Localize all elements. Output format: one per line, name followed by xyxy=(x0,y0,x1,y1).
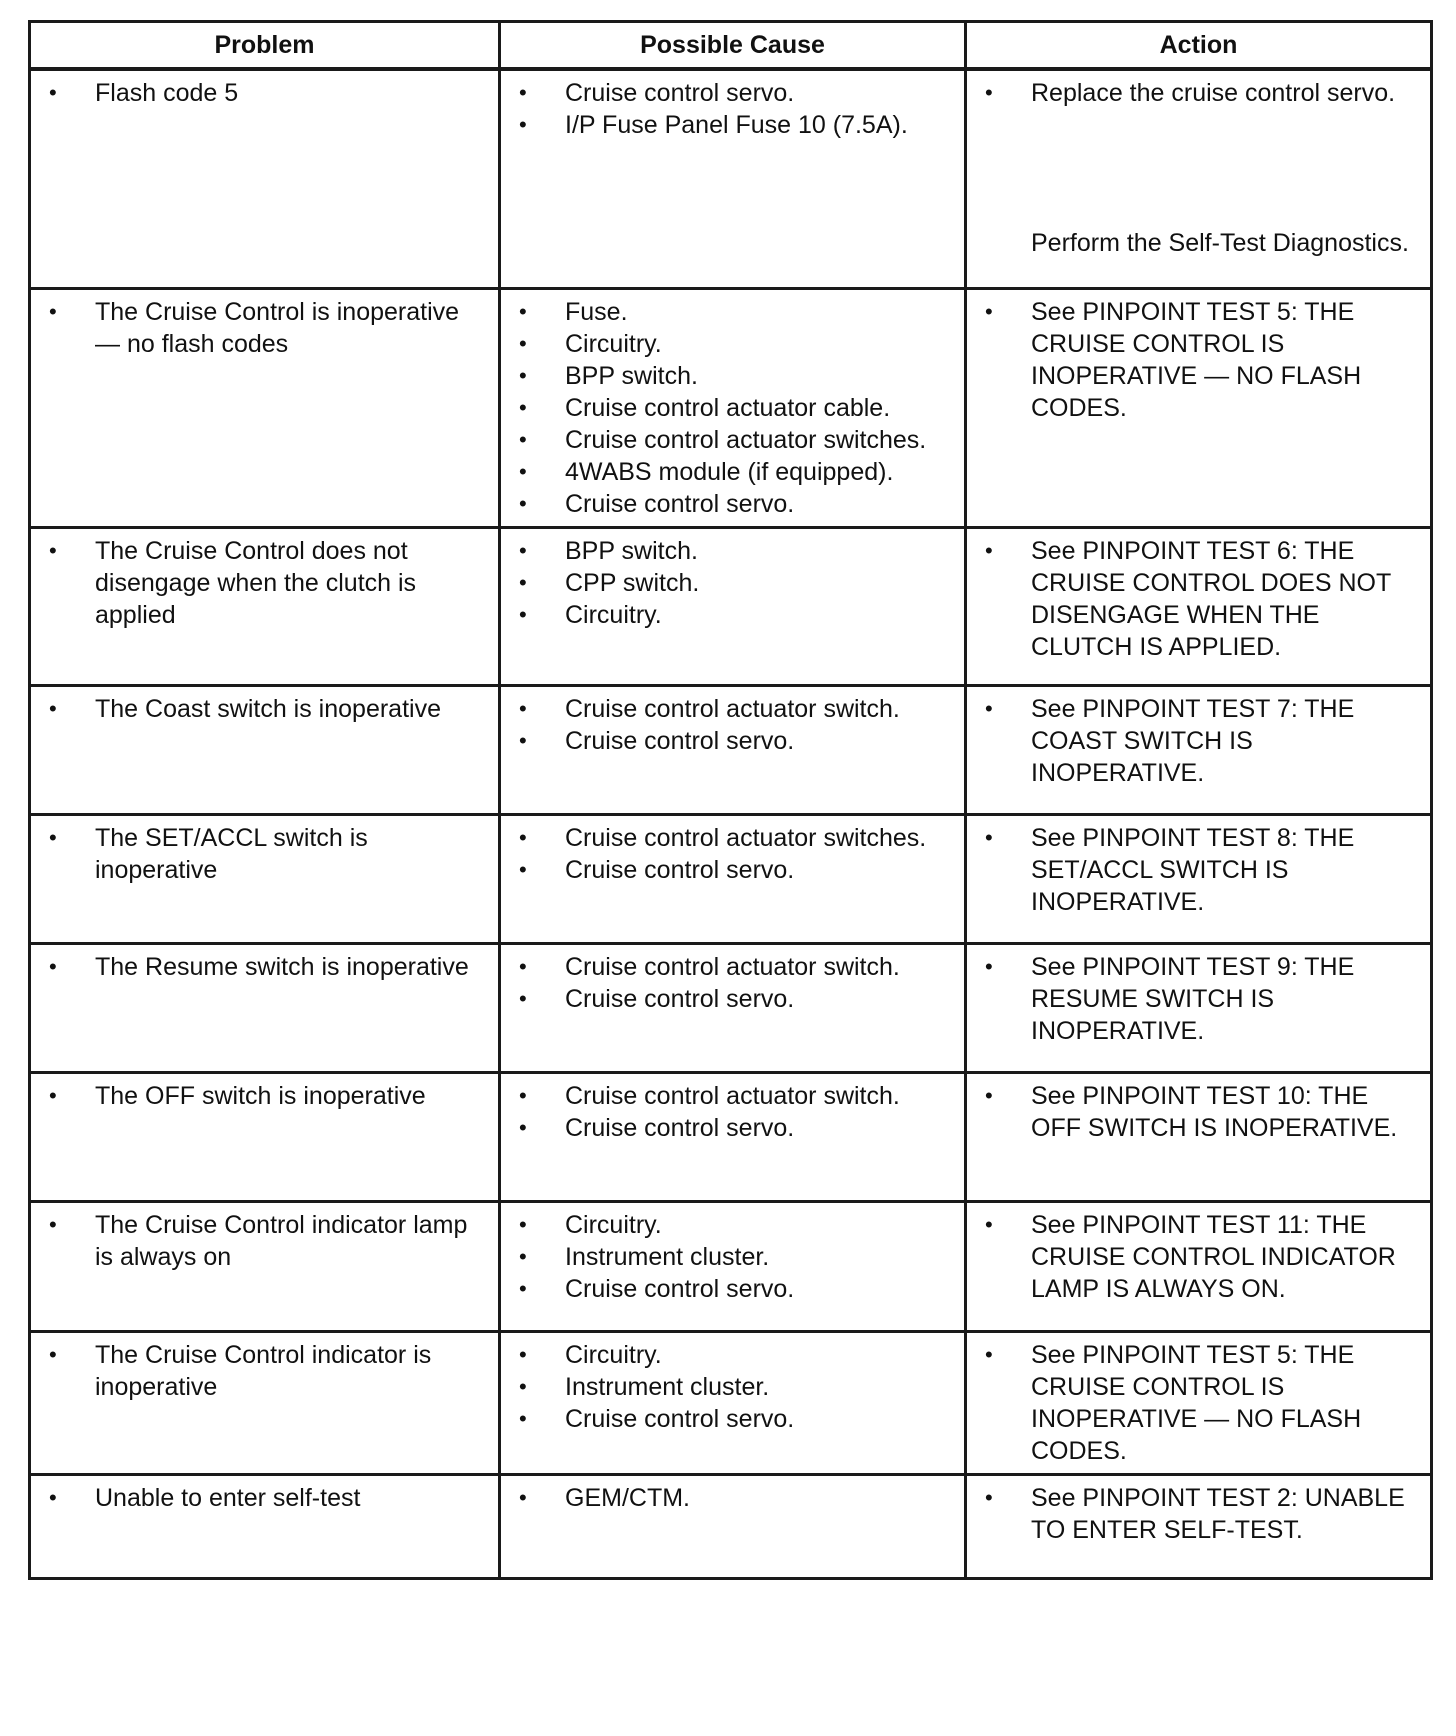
problem-text: The Cruise Control indicator lamp is always on xyxy=(95,1210,468,1271)
bullet-icon: • xyxy=(985,1484,993,1510)
problem-item xyxy=(43,77,488,109)
bullet-icon: • xyxy=(519,1275,527,1301)
bullet-icon: • xyxy=(985,537,993,563)
table-row xyxy=(30,943,1432,1072)
action-text: See PINPOINT TEST 8: THE SET/ACCL SWITCH IS INOPERATIVE. xyxy=(1031,823,1355,916)
cause-text: Cruise control servo. xyxy=(565,79,795,107)
cause-text: Circuitry. xyxy=(565,1340,662,1369)
cause-item xyxy=(513,360,954,392)
cause-text: Circuitry. xyxy=(565,329,662,358)
bullet-icon: • xyxy=(519,330,527,356)
bullet-icon: • xyxy=(519,953,527,979)
bullet-icon: • xyxy=(519,856,527,882)
table-row xyxy=(30,69,1432,288)
cause-cell xyxy=(500,1331,966,1474)
cause-text: Cruise control servo. xyxy=(565,1404,795,1433)
cause-item xyxy=(513,535,954,567)
bullet-icon: • xyxy=(519,1484,527,1510)
action-text: See PINPOINT TEST 5: THE CRUISE CONTROL IS INOPERATIVE — NO FLASH CODES. xyxy=(1031,1340,1362,1465)
bullet-icon: • xyxy=(519,569,527,595)
bullet-icon: • xyxy=(519,695,527,721)
cause-text: Cruise control servo. xyxy=(565,1113,795,1142)
bullet-icon: • xyxy=(519,426,527,452)
cause-item xyxy=(513,854,954,886)
problem-item xyxy=(43,1209,488,1273)
cause-item xyxy=(513,951,954,983)
symptom-table xyxy=(28,20,1433,1580)
problem-item xyxy=(43,1482,488,1514)
cause-item xyxy=(513,567,954,599)
bullet-icon: • xyxy=(519,1243,527,1269)
cause-text: GEM/CTM. xyxy=(565,1483,690,1512)
cause-cell xyxy=(500,685,966,814)
cause-text: Fuse. xyxy=(565,297,628,326)
problem-item xyxy=(43,296,488,360)
cause-item xyxy=(513,328,954,360)
action-text: See PINPOINT TEST 2: UNABLE TO ENTER SELF-TEST. xyxy=(1031,1483,1405,1544)
cause-text: Cruise control actuator switch. xyxy=(565,694,900,723)
problem-cell xyxy=(30,1201,500,1331)
action-text: See PINPOINT TEST 7: THE COAST SWITCH IS INOPERATIVE. xyxy=(1031,694,1355,787)
table-row xyxy=(30,814,1432,943)
cause-item xyxy=(513,725,954,757)
action-text: See PINPOINT TEST 9: THE RESUME SWITCH IS INOPERATIVE. xyxy=(1031,952,1355,1045)
table-body xyxy=(30,69,1432,1578)
problem-cell xyxy=(30,685,500,814)
table-row xyxy=(30,288,1432,527)
action-text: Replace the cruise control servo. xyxy=(1031,79,1396,107)
cause-text: 4WABS module (if equipped). xyxy=(565,457,894,486)
cause-cell xyxy=(500,1474,966,1578)
bullet-icon: • xyxy=(519,601,527,627)
bullet-icon: • xyxy=(519,1114,527,1140)
bullet-icon: • xyxy=(985,695,993,721)
bullet-icon: • xyxy=(49,1484,57,1510)
problem-cell xyxy=(30,1474,500,1578)
action-text: See PINPOINT TEST 11: THE CRUISE CONTROL INDICATOR LAMP IS ALWAYS ON. xyxy=(1031,1210,1396,1303)
problem-text: The Resume switch is inoperative xyxy=(95,952,469,981)
action-item xyxy=(979,296,1420,424)
cause-text: Cruise control actuator cable. xyxy=(565,393,891,422)
bullet-icon: • xyxy=(49,953,57,979)
cause-item xyxy=(513,1080,954,1112)
cause-text: BPP switch. xyxy=(565,536,698,565)
problem-item xyxy=(43,1339,488,1403)
cause-item xyxy=(513,1482,954,1514)
table-row xyxy=(30,1201,1432,1331)
header-problem: Problem xyxy=(30,22,500,70)
bullet-icon: • xyxy=(49,1211,57,1237)
bullet-icon: • xyxy=(519,1211,527,1237)
bullet-icon: • xyxy=(519,824,527,850)
cause-text: Cruise control actuator switches. xyxy=(565,823,927,852)
cause-text: BPP switch. xyxy=(565,361,698,390)
cause-text: Cruise control actuator switches. xyxy=(565,425,927,454)
problem-text: Flash code 5 xyxy=(95,79,239,107)
bullet-icon: • xyxy=(519,1082,527,1108)
problem-item xyxy=(43,693,488,725)
action-item xyxy=(979,822,1420,918)
problem-item xyxy=(43,822,488,886)
cause-item xyxy=(513,983,954,1015)
action-text: See PINPOINT TEST 6: THE CRUISE CONTROL DOES NOT DISENGAGE WHEN THE CLUTCH IS APPLIED. xyxy=(1031,536,1391,661)
spacer xyxy=(1031,109,1420,227)
problem-cell xyxy=(30,1331,500,1474)
cause-item xyxy=(513,424,954,456)
table-row xyxy=(30,1474,1432,1578)
problem-item xyxy=(43,1080,488,1112)
problem-text: The OFF switch is inoperative xyxy=(95,1081,426,1110)
header-possible-cause: Possible Cause xyxy=(500,22,966,70)
problem-item xyxy=(43,535,488,631)
action-text: See PINPOINT TEST 10: THE OFF SWITCH IS INOPERATIVE. xyxy=(1031,1081,1398,1142)
bullet-icon: • xyxy=(985,953,993,979)
cause-item xyxy=(513,392,954,424)
problem-text: The Cruise Control indicator is inoperative xyxy=(95,1340,432,1401)
bullet-icon: • xyxy=(49,1082,57,1108)
cause-cell xyxy=(500,527,966,685)
bullet-icon: • xyxy=(985,824,993,850)
table-row xyxy=(30,685,1432,814)
cause-text: Cruise control servo. xyxy=(565,489,795,518)
cause-item xyxy=(513,109,954,141)
bullet-icon: • xyxy=(519,112,527,137)
cause-item xyxy=(513,1403,954,1435)
bullet-icon: • xyxy=(985,80,993,105)
action-item xyxy=(979,535,1420,663)
bullet-icon: • xyxy=(519,80,527,105)
action-cell xyxy=(966,1201,1432,1331)
cause-text: I/P Fuse Panel Fuse 10 (7.5A). xyxy=(565,111,908,139)
cause-cell xyxy=(500,1201,966,1331)
bullet-icon: • xyxy=(985,298,993,324)
cause-text: Instrument cluster. xyxy=(565,1372,770,1401)
cause-cell xyxy=(500,288,966,527)
bullet-icon: • xyxy=(519,727,527,753)
bullet-icon: • xyxy=(519,362,527,388)
cause-item xyxy=(513,296,954,328)
bullet-icon: • xyxy=(49,80,57,105)
bullet-icon: • xyxy=(49,695,57,721)
cause-item xyxy=(513,693,954,725)
cause-text: Cruise control servo. xyxy=(565,1274,795,1303)
bullet-icon: • xyxy=(519,537,527,563)
cause-text: Cruise control servo. xyxy=(565,855,795,884)
bullet-icon: • xyxy=(519,490,527,516)
table-row xyxy=(30,527,1432,685)
cause-cell xyxy=(500,69,966,288)
cause-item xyxy=(513,1339,954,1371)
action-text: See PINPOINT TEST 5: THE CRUISE CONTROL IS INOPERATIVE — NO FLASH CODES. xyxy=(1031,297,1362,422)
table-row xyxy=(30,1072,1432,1201)
cause-text: Cruise control actuator switch. xyxy=(565,952,900,981)
cause-item xyxy=(513,599,954,631)
problem-text: The SET/ACCL switch is inoperative xyxy=(95,823,368,884)
action-cell xyxy=(966,1474,1432,1578)
bullet-icon: • xyxy=(519,1405,527,1431)
action-item xyxy=(979,1482,1420,1546)
cause-text: Cruise control actuator switch. xyxy=(565,1081,900,1110)
problem-text: The Cruise Control is inoperative — no flash codes xyxy=(95,297,460,358)
cause-item xyxy=(513,1112,954,1144)
action-item xyxy=(979,951,1420,1047)
bullet-icon: • xyxy=(49,537,57,563)
bullet-icon: • xyxy=(985,1082,993,1108)
problem-item xyxy=(43,951,488,983)
problem-cell xyxy=(30,69,500,288)
table-row xyxy=(30,1331,1432,1474)
problem-text: The Coast switch is inoperative xyxy=(95,694,441,723)
problem-text: Unable to enter self-test xyxy=(95,1483,361,1512)
diagnosis-chart xyxy=(28,20,1430,1580)
cause-item xyxy=(513,1371,954,1403)
problem-cell xyxy=(30,288,500,527)
action-cell xyxy=(966,527,1432,685)
bullet-icon: • xyxy=(519,1341,527,1367)
action-cell xyxy=(966,1072,1432,1201)
action-cell xyxy=(966,69,1432,288)
bullet-icon: • xyxy=(519,458,527,484)
cause-item xyxy=(513,822,954,854)
bullet-icon: • xyxy=(519,985,527,1011)
bullet-icon: • xyxy=(519,1373,527,1399)
cause-item xyxy=(513,1209,954,1241)
cause-item xyxy=(513,1241,954,1273)
cause-cell xyxy=(500,814,966,943)
cause-cell xyxy=(500,1072,966,1201)
bullet-icon: • xyxy=(985,1211,993,1237)
bullet-icon: • xyxy=(519,298,527,324)
cause-item xyxy=(513,488,954,520)
cause-text: Instrument cluster. xyxy=(565,1242,770,1271)
bullet-icon: • xyxy=(49,298,57,324)
cause-text: CPP switch. xyxy=(565,568,700,597)
problem-cell xyxy=(30,527,500,685)
action-cell xyxy=(966,685,1432,814)
action-note: Perform the Self-Test Diagnostics. xyxy=(1031,229,1409,257)
cause-item xyxy=(513,456,954,488)
cause-item xyxy=(513,1273,954,1305)
action-cell xyxy=(966,1331,1432,1474)
action-item xyxy=(979,693,1420,789)
bullet-icon: • xyxy=(985,1341,993,1367)
action-item xyxy=(979,1209,1420,1305)
header-row xyxy=(30,22,1432,70)
action-cell xyxy=(966,943,1432,1072)
cause-text: Circuitry. xyxy=(565,600,662,629)
bullet-icon: • xyxy=(49,824,57,850)
bullet-icon: • xyxy=(519,394,527,420)
action-item xyxy=(979,1080,1420,1144)
action-item xyxy=(979,1339,1420,1467)
cause-text: Cruise control servo. xyxy=(565,726,795,755)
problem-cell xyxy=(30,943,500,1072)
bullet-icon: • xyxy=(49,1341,57,1367)
header-action: Action xyxy=(966,22,1432,70)
problem-cell xyxy=(30,1072,500,1201)
problem-text: The Cruise Control does not disengage when the clutch is applied xyxy=(95,536,417,629)
cause-cell xyxy=(500,943,966,1072)
problem-cell xyxy=(30,814,500,943)
action-cell xyxy=(966,288,1432,527)
cause-text: Cruise control servo. xyxy=(565,984,795,1013)
action-cell xyxy=(966,814,1432,943)
cause-item xyxy=(513,77,954,109)
cause-text: Circuitry. xyxy=(565,1210,662,1239)
action-item xyxy=(979,77,1420,259)
